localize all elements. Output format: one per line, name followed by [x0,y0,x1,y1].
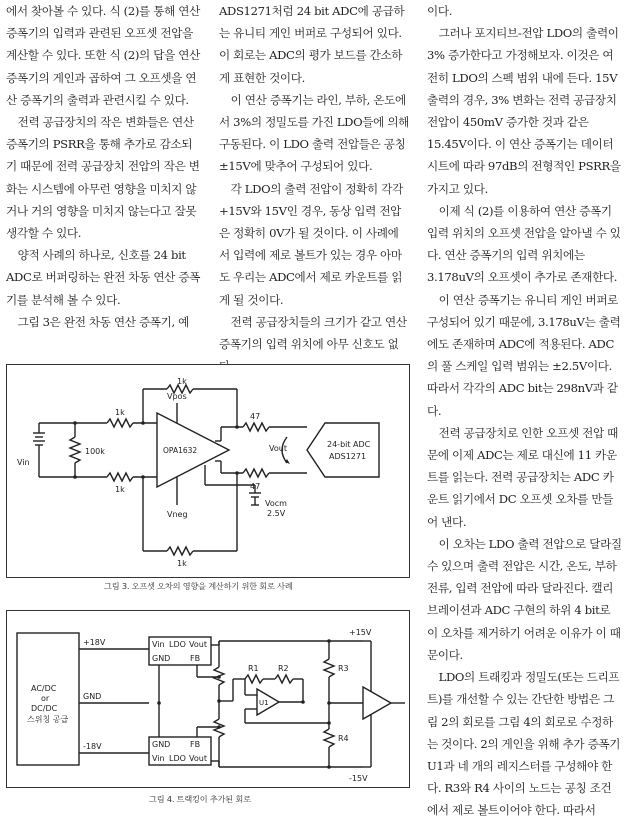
figure-3-circuit [6,364,410,578]
fig4-u1-label: U1 [259,699,269,707]
fig4-r1-label: R1 [248,664,259,673]
fig4-ldo-bottom-vin: Vin [152,754,165,763]
col3-paragraph: 그러나 포지티브-전압 LDO의 출력이 3% 증가한다고 가정해보자. 이것은 여전히 LDO의 스펙 범위 내에 든다. 15V 출력의 경우, 3% 변화는 전력 공급장치 전압이 450mV 증가한 것과 같은 15.45V이다. 이 연산 증폭기는 데이터시트에 따라 97dB의 전형적인 PSRR을 가지고 있다. [427,26,621,196]
figure-4-circuit [6,610,410,788]
fig4-ldo-bottom-vout: Vout [189,754,207,763]
fig4-plus15v-label: +15V [349,628,372,637]
col3-paragraph: 전력 공급장치로 인한 오프셋 전압 때문에 이제 ADC는 제로 대신에 11 카운트를 읽는다. 전력 공급장치는 ADC 카운트 읽기에서 DC 오프셋 오차를 만들어 낸다. [427,425,619,529]
fig3-r1k-top-label: 1k [177,377,187,386]
col1-paragraph: 에서 찾아볼 수 있다. 식 (2)를 통해 연산 증폭기의 입력과 관련된 오프셋 전압을 계산할 수 있다. 또한 식 (2)의 답을 연산 증폭기의 게인과 곱하여 그 오프셋을 연산 증폭기의 출력과 관련시킬 수 있다. [6,4,200,107]
fig3-vpos-label: Vpos [167,392,187,401]
fig3-r47-bottom-label: 47 [250,482,261,491]
figure-3-schematic [7,365,409,577]
col3-paragraph: 이다. [427,4,453,18]
fig4-ldo-bottom-gnd: GND [152,740,171,749]
fig4-r2-label: R2 [278,664,289,673]
fig4-minus15v-label: -15V [349,774,368,783]
fig4-ldo-top-vin: Vin [152,640,165,649]
fig3-adc-label-line1: 24-bit ADC [327,440,371,449]
fig3-r1k-input-top-label: 1k [115,408,125,417]
fig4-ldo-top-gnd: GND [152,654,171,663]
text-column-1 [6,0,202,333]
col3-paragraph: 이제 식 (2)를 이용하여 연산 증폭기 입력 위치의 오프셋 전압을 알아낼 수 있다. 연산 증폭기의 입력 위치에는 3.178uV의 오프셋이 추가로 존재한다. [427,203,621,285]
figure-4-caption: 그림 4. 트랙킹이 추가된 회로 [149,794,251,804]
col3-paragraph: 이 오차는 LDO 출력 전압으로 달라질 수 있으며 출력 전압은 시간, 온도, 부하 전류, 입력 전압에 따라 달라진다. 캘리브레이션과 ADC 구현의 하위 4 bit로 이 오차를 제거하기 어려운 이유가 이 때문이다. [427,536,622,662]
fig4-ldo-bottom-name: LDO [169,754,186,763]
fig3-adc-label-line2: ADS1271 [329,452,367,461]
figure-3-caption: 그림 3. 오프셋 오차의 영향을 계산하기 위한 회로 사례 [104,581,293,591]
fig4-ldo-top-vout: Vout [189,640,207,649]
fig4-source-line2: or [41,694,50,703]
fig4-gnd-label: GND [83,692,102,701]
fig4-minus18v-label: -18V [83,742,102,751]
text-column-3 [427,0,622,822]
col3-paragraph: LDO의 트래킹과 정밀도(또는 드리프트)를 개선할 수 있는 간단한 방법은 그림 2의 회로를 그림 4의 회로로 수정하는 것이다. 2의 게인을 위해 추가 증폭기 U1과 네 개의 레지스터를 구성해야 한다. R3와 R4 사이의 노드는 공칭 조건에서 제로 볼트이어야 한다. 따라서 [427,670,621,818]
fig4-r3-label: R3 [338,664,349,673]
col1-paragraph: 양적 사례의 하나로, 신호를 24 bit ADC로 버퍼링하는 완전 차동 연산 증폭기를 분석해 볼 수 있다. [6,248,201,307]
col2-paragraph: 전력 공급장치들의 크기가 같고 연산 증폭기의 입력 위치에 아무 신호도 없 [219,314,407,352]
col2-paragraph: 이 연산 증폭기는 라인, 부하, 온도에서 3%의 정밀도를 가진 LDO들에 의해 구동된다. 이 LDO 출력 전압들은 공칭 ±15V에 맞추어 구성되어 있다. [219,92,410,174]
fig3-r47-top-label: 47 [250,412,261,421]
fig3-r1k-bottom-label: 1k [177,559,187,568]
col1-paragraph: 전력 공급장치의 작은 변화들은 연산 증폭기의 PSRR을 통해 추가로 감소되기 때문에 전력 공급장치 전압의 작은 변화는 시스템에 아무런 영향을 미치지 않거나 거의 영향을 미치지 않는다고 잘못 생각할 수 있다. [6,115,200,241]
col1-paragraph: 그림 3은 완전 차동 연산 증폭기, 예 [17,314,190,329]
fig3-vocm-value: 2.5V [267,509,286,518]
fig4-ldo-top-name: LDO [169,640,186,649]
fig3-opamp-label: OPA1632 [163,446,198,455]
fig4-source-line3: DC/DC [31,704,58,713]
fig4-ldo-bottom-fb: FB [190,740,201,749]
fig3-vin-label: Vin [17,458,30,467]
col3-paragraph: 이 연산 증폭기는 유니티 게인 버퍼로 구성되어 있기 때문에, 3.178uV는 출력에도 존재하며 ADC에 적용된다. ADC의 풀 스케일 입력 범위는 ±2.5V이다. 따라서 각각의 ADC bit는 298nV과 같다. [427,292,621,418]
text-column-2 [219,0,409,377]
col2-paragraph: 각 LDO의 출력 전압이 정확히 각각 +15V와 15V인 경우, 동상 입력 전압은 정확히 0V가 될 것이다. 이 사례에서 입력에 제로 볼트가 있는 경우 아마도 우리는 ADC에서 제로 카운트를 읽게 될 것이다. [219,181,403,307]
fig4-source-line1: AC/DC [31,684,57,693]
fig4-ldo-top-fb: FB [190,654,201,663]
col2-paragraph: ADS1271처럼 24 bit ADC에 공급하는 유니티 게인 버퍼로 구성되어 있다. 이 회로는 ADC의 평가 보드를 간소하게 표현한 것이다. [219,4,405,85]
fig4-source-line4: 스위칭 공급 [27,715,69,724]
fig4-r4-label: R4 [338,734,349,743]
fig3-vneg-label: Vneg [167,510,188,519]
fig3-r100k-label: 100k [85,447,105,456]
fig4-plus18v-label: +18V [83,638,106,647]
figure-4-schematic [7,611,409,787]
fig3-vout-label: Vout [269,444,287,453]
fig3-vocm-label: Vocm [265,499,287,508]
fig3-r1k-input-bottom-label: 1k [115,485,125,494]
